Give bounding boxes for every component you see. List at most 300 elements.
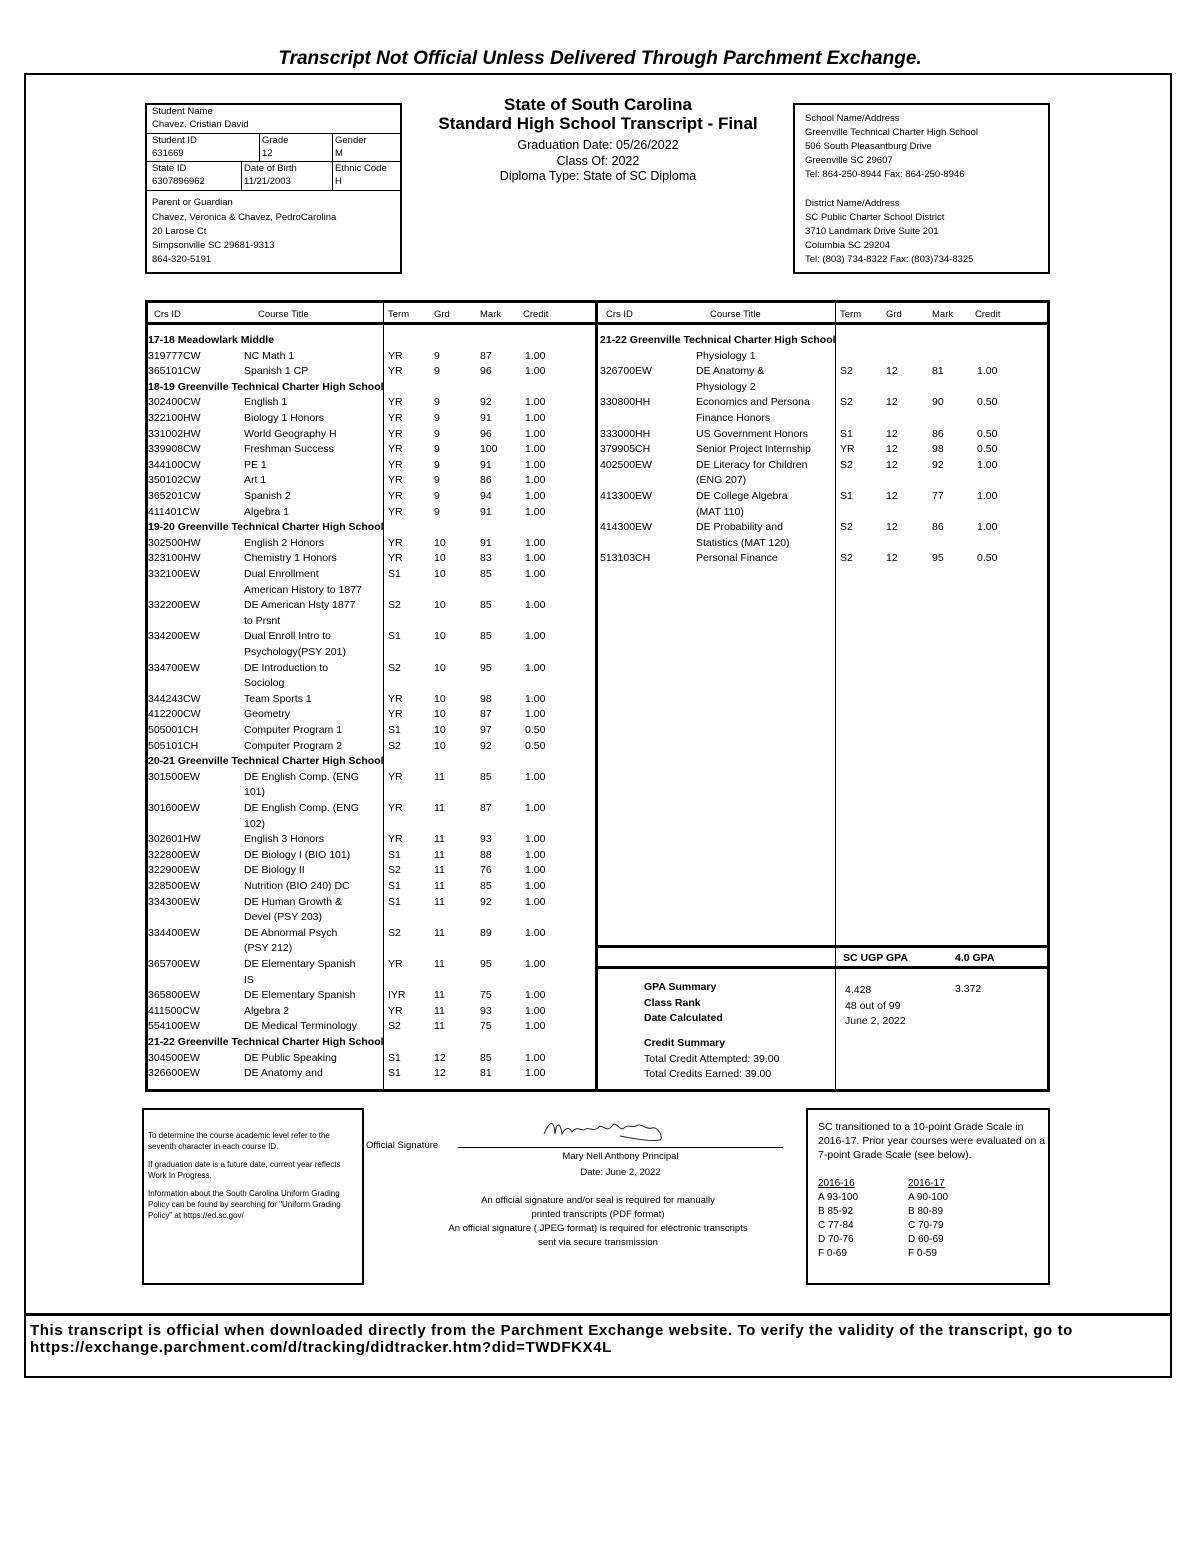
- four-gpa-header: 4.0 GPA: [955, 952, 995, 964]
- grade-level: 12: [886, 427, 898, 440]
- grade-level: 9: [434, 412, 440, 424]
- grade-level: 12: [886, 365, 898, 378]
- credit: 1.00: [525, 989, 546, 1002]
- credit: 0.50: [525, 724, 546, 736]
- term: IYR: [388, 989, 406, 1002]
- course-title: DE Introduction to: [244, 661, 329, 674]
- credit: 1.00: [525, 1020, 546, 1033]
- ethnic-value: H: [335, 176, 342, 187]
- class-of: Class Of: 2022: [556, 153, 640, 168]
- grade-level: 10: [434, 661, 446, 674]
- course-title: PE 1: [244, 458, 267, 471]
- mark: 85: [480, 599, 492, 612]
- grade-level: 12: [886, 552, 898, 565]
- mark: 91: [480, 458, 492, 471]
- school-year-heading: [148, 520, 593, 536]
- column-header-course-id: Crs ID: [154, 309, 181, 320]
- mark: 98: [932, 443, 944, 456]
- grade-level: 11: [434, 880, 445, 892]
- credit: 1.00: [525, 365, 546, 378]
- course-id: 505001CH: [148, 724, 199, 736]
- term: S2: [840, 521, 853, 534]
- grade-scale-new: 2016-17 A 90-100 B 80-89 C 70-79 D 60-69 F 0-59: [908, 1178, 949, 1259]
- credit: 1.00: [525, 505, 546, 518]
- course-row: [148, 832, 593, 848]
- term: S1: [388, 895, 401, 908]
- grade-level: 9: [434, 458, 440, 471]
- course-row-continuation: [148, 973, 593, 989]
- grade-level: 9: [434, 365, 440, 378]
- ethnic-label: Ethnic Code: [335, 163, 387, 174]
- term: S2: [840, 552, 853, 565]
- course-id: 379905CH: [600, 443, 651, 456]
- credit: 1.00: [525, 802, 546, 814]
- course-title: Algebra 1: [244, 505, 289, 518]
- course-row: [148, 1051, 593, 1067]
- credit: 1.00: [977, 521, 998, 534]
- grade-level: 9: [434, 490, 440, 502]
- school-address: Greenville Technical Charter High School 506 South Pleasantburg Drive Greenville SC 29607 Tel: 864-250-8944 Fax: 864-250-8946: [805, 127, 979, 180]
- course-row: [600, 551, 1045, 567]
- mark: 92: [932, 458, 944, 471]
- grade-level: 11: [434, 802, 445, 814]
- mark: 95: [480, 661, 492, 674]
- course-row: [148, 505, 593, 521]
- mark: 85: [480, 568, 492, 580]
- note-grading-policy: Information about the South Carolina Uniform Grading Policy can be found by searching for "Uniform Grading Policy" at https://ed.sc.gov/: [148, 1189, 341, 1220]
- credit: 1.00: [525, 1051, 546, 1064]
- course-row-continuation: [148, 910, 593, 926]
- course-title: Biology 1 Honors: [244, 412, 324, 424]
- course-title: DE Anatomy &: [696, 365, 765, 378]
- grade-level: 10: [434, 739, 446, 752]
- course-row-continuation: [148, 817, 593, 833]
- diploma-type: Diploma Type: State of SC Diploma: [499, 169, 697, 183]
- course-row-continuation: [148, 676, 593, 692]
- mark: 81: [932, 365, 944, 378]
- mark: 93: [480, 1004, 492, 1017]
- course-title: English 2 Honors: [244, 536, 324, 549]
- course-id: 554100EW: [148, 1020, 200, 1033]
- credit: 0.50: [525, 739, 546, 752]
- course-row: [600, 364, 1045, 380]
- grade-level: 9: [434, 396, 440, 409]
- course-row: [600, 395, 1045, 411]
- student-info-box: [145, 103, 402, 274]
- course-row: [600, 489, 1045, 505]
- course-title: DE Biology II: [244, 864, 305, 877]
- course-row: [148, 692, 593, 708]
- school-year-label: 21-22 Greenville Technical Charter High School: [600, 334, 836, 346]
- credit: 1.00: [525, 692, 546, 705]
- official-notice: Transcript Not Official Unless Delivered Through Parchment Exchange.: [278, 48, 922, 69]
- course-row: [600, 442, 1045, 458]
- credit-summary: Credit Summary Total Credit Attempted: 39.00 Total Credits Earned: 39.00: [644, 1036, 779, 1083]
- school-label: School Name/Address: [805, 113, 900, 124]
- school-year-heading: [148, 1035, 593, 1051]
- term: S1: [388, 880, 401, 892]
- student-name-label: Student Name: [152, 106, 213, 117]
- credit: 1.00: [977, 490, 998, 502]
- grade-level: 10: [434, 630, 446, 643]
- grade-level: 10: [434, 599, 446, 612]
- mark: 75: [480, 989, 492, 1002]
- course-row: [148, 364, 593, 380]
- term: YR: [388, 833, 403, 846]
- course-row: [148, 567, 593, 583]
- grade-level: 10: [434, 536, 446, 549]
- mark: 86: [932, 427, 944, 440]
- mark: 86: [480, 474, 492, 487]
- term: YR: [388, 536, 403, 549]
- course-title: Devel (PSY 203): [244, 911, 323, 924]
- course-row: [148, 801, 593, 817]
- course-row: [148, 489, 593, 505]
- term: S1: [388, 1067, 401, 1080]
- principal-name: Mary Nell Anthony Principal: [562, 1151, 679, 1162]
- school-year-label: 21-22 Greenville Technical Charter High School: [148, 1036, 384, 1048]
- course-title: to Prsnt: [244, 614, 281, 627]
- credit: 1.00: [525, 880, 546, 892]
- course-title: Economics and Persona: [696, 396, 810, 409]
- mark: 87: [480, 802, 492, 814]
- graduation-date: Graduation Date: 05/26/2022: [517, 138, 679, 152]
- grade-scale-box: [806, 1108, 1050, 1285]
- term: S1: [840, 490, 853, 502]
- term: YR: [388, 770, 403, 783]
- course-row: [148, 629, 593, 645]
- mark: 97: [480, 724, 492, 736]
- course-id: 334700EW: [148, 661, 200, 674]
- course-row: [148, 661, 593, 677]
- state-title: State of South Carolina: [504, 95, 692, 114]
- gpa-summary-labels: GPA Summary Class Rank Date Calculated: [644, 981, 723, 1024]
- note-graduation-date: If graduation date is a future date, current year reflects Work In Progress.: [148, 1160, 341, 1180]
- term: YR: [388, 958, 403, 970]
- course-title: Nutrition (BIO 240) DC: [244, 880, 350, 892]
- course-row-continuation: [600, 411, 1045, 427]
- school-year-heading: [148, 333, 593, 349]
- course-title: Spanish 2: [244, 490, 291, 502]
- term: S2: [388, 926, 401, 939]
- course-id: 414300EW: [600, 521, 652, 534]
- course-id: 302601HW: [148, 833, 201, 846]
- column-header-grade-level: Grd: [434, 309, 450, 320]
- grade-level: 10: [434, 692, 446, 705]
- course-row: [148, 442, 593, 458]
- course-title: DE Elementary Spanish: [244, 989, 356, 1002]
- grade-level: 11: [434, 770, 445, 783]
- mark: 96: [480, 365, 492, 378]
- course-title: NC Math 1: [244, 349, 295, 362]
- school-year-heading: [600, 333, 1045, 349]
- mark: 76: [480, 864, 492, 877]
- grade-level: 11: [434, 989, 445, 1002]
- course-row: [148, 1004, 593, 1020]
- course-row: [148, 879, 593, 895]
- course-title: English 1: [244, 396, 288, 409]
- course-row-continuation: [148, 645, 593, 661]
- credit: 1.00: [525, 926, 546, 939]
- course-id: 333000HH: [600, 427, 651, 440]
- mark: 100: [480, 443, 498, 456]
- term: YR: [388, 396, 403, 409]
- course-id: 326700EW: [600, 365, 652, 378]
- course-id: 322800EW: [148, 848, 200, 861]
- credit: 1.00: [525, 770, 546, 783]
- course-id: 339908CW: [148, 443, 201, 456]
- mark: 75: [480, 1020, 492, 1033]
- grade-level: 9: [434, 427, 440, 440]
- mark: 92: [480, 739, 492, 752]
- mark: 90: [932, 396, 944, 409]
- credit: 0.50: [977, 443, 998, 456]
- course-title: DE Literacy for Children: [696, 458, 808, 471]
- grade-level: 9: [434, 443, 440, 456]
- course-row: [148, 395, 593, 411]
- course-title: Geometry: [244, 708, 291, 721]
- term: YR: [388, 443, 403, 456]
- course-row: [148, 349, 593, 365]
- grade-level: 12: [886, 458, 898, 471]
- mark: 85: [480, 1051, 492, 1064]
- column-header-course-id: Crs ID: [606, 309, 633, 320]
- course-title: 102): [244, 817, 266, 830]
- course-title: Personal Finance: [696, 552, 778, 565]
- course-row: [148, 848, 593, 864]
- course-title: DE Elementary Spanish: [244, 958, 356, 970]
- credit: 1.00: [525, 630, 546, 643]
- parent-label: Parent or Guardian: [152, 197, 233, 208]
- column-header-mark: Mark: [932, 309, 954, 320]
- course-row-continuation: [600, 473, 1045, 489]
- grade-value: 12: [262, 148, 273, 159]
- grade-level: 10: [434, 708, 446, 721]
- school-year-label: 20-21 Greenville Technical Charter High School: [148, 755, 384, 768]
- mark: 85: [480, 770, 492, 783]
- sc-ugp-gpa-header: SC UGP GPA: [843, 952, 908, 964]
- credit: 1.00: [525, 552, 546, 565]
- course-title: Psychology(PSY 201): [244, 646, 346, 658]
- course-id: 319777CW: [148, 349, 201, 362]
- course-id: 413300EW: [600, 490, 652, 502]
- course-title: American History to 1877: [244, 583, 362, 596]
- mark: 86: [932, 521, 944, 534]
- mark: 91: [480, 412, 492, 424]
- grade-level: 12: [886, 443, 898, 456]
- mark: 98: [480, 692, 492, 705]
- district-address: SC Public Charter School District 3710 Landmark Drive Suite 201 Columbia SC 29204 Tel: (803) 734-8322 Fax: (803)734-8325: [805, 212, 974, 265]
- term: YR: [388, 349, 403, 362]
- course-row-continuation: [600, 349, 1045, 365]
- state-id-label: State ID: [152, 163, 187, 174]
- course-row: [600, 427, 1045, 443]
- course-id: 365800EW: [148, 989, 200, 1002]
- mark: 83: [480, 552, 492, 565]
- term: YR: [388, 365, 403, 378]
- term: YR: [388, 427, 403, 440]
- school-year-heading: [148, 380, 593, 396]
- course-row: [148, 551, 593, 567]
- grade-level: 9: [434, 349, 440, 362]
- term: YR: [388, 708, 403, 721]
- school-year-heading: [148, 754, 593, 770]
- school-info-box: [793, 103, 1050, 274]
- right-column-headers: [600, 308, 1045, 321]
- course-title: Computer Program 2: [244, 739, 343, 752]
- gender-label: Gender: [335, 135, 367, 146]
- credit: 1.00: [525, 708, 546, 721]
- credit: 1.00: [525, 661, 546, 674]
- column-header-credit: Credit: [523, 309, 549, 320]
- credit: 1.00: [525, 833, 546, 846]
- course-row-continuation: [148, 614, 593, 630]
- course-title: Dual Enrollment: [244, 568, 319, 580]
- grade-level: 9: [434, 505, 440, 518]
- mark: 81: [480, 1067, 492, 1080]
- course-title: (PSY 212): [244, 942, 293, 955]
- term: YR: [388, 474, 403, 487]
- term: S2: [388, 1020, 401, 1033]
- term: YR: [388, 692, 403, 705]
- credit: 1.00: [525, 349, 546, 362]
- grade-scale-old: 2016-16 A 93-100 B 85-92 C 77-84 D 70-76 F 0-69: [818, 1178, 859, 1259]
- school-year-label: 17-18 Meadowlark Middle: [148, 334, 275, 346]
- notes-box: [142, 1108, 364, 1285]
- mark: 92: [480, 396, 492, 409]
- course-id: 332200EW: [148, 599, 200, 612]
- course-id: 365700EW: [148, 958, 200, 970]
- course-row: [148, 957, 593, 973]
- course-title: 101): [244, 786, 266, 799]
- term: S2: [388, 739, 401, 752]
- course-row: [148, 536, 593, 552]
- mark: 88: [480, 848, 492, 861]
- course-id: 365201CW: [148, 490, 201, 502]
- course-row: [148, 411, 593, 427]
- mark: 87: [480, 349, 492, 362]
- gender-value: M: [335, 148, 343, 159]
- credit: 1.00: [977, 365, 998, 378]
- column-header-course-title: Course Title: [710, 309, 761, 320]
- course-title: World Geography H: [244, 427, 337, 440]
- course-row: [148, 458, 593, 474]
- course-row: [148, 863, 593, 879]
- course-id: 334400EW: [148, 926, 200, 939]
- course-title: Statistics (MAT 120): [696, 536, 790, 549]
- left-column-headers: [148, 308, 593, 321]
- grade-level: 10: [434, 552, 446, 565]
- mark: 91: [480, 536, 492, 549]
- course-title: (MAT 110): [696, 505, 744, 518]
- grade-level: 11: [434, 958, 445, 970]
- course-row-continuation: [600, 505, 1045, 521]
- dob-label: Date of Birth: [244, 163, 297, 174]
- course-row-continuation: [600, 380, 1045, 396]
- course-row-continuation: [148, 583, 593, 599]
- course-id: 302400CW: [148, 396, 201, 409]
- course-id: 322900EW: [148, 864, 200, 877]
- course-title: DE Medical Terminology: [244, 1020, 358, 1033]
- course-title: DE Abnormal Psych: [244, 926, 338, 939]
- date-calculated-value: June 2, 2022: [845, 1015, 906, 1027]
- course-id: 301600EW: [148, 802, 200, 814]
- ugp-gpa-value: 4.428: [845, 984, 872, 996]
- course-id: 322100HW: [148, 412, 201, 424]
- course-title: DE Biology I (BIO 101): [244, 848, 351, 861]
- course-title: DE Probability and: [696, 521, 783, 534]
- course-row: [148, 427, 593, 443]
- course-title: Senior Project Internship: [696, 443, 811, 456]
- term: YR: [840, 443, 855, 456]
- course-title: DE Human Growth &: [244, 895, 343, 908]
- course-id: 411500CW: [148, 1004, 200, 1017]
- course-id: 301500EW: [148, 770, 200, 783]
- term: S1: [388, 724, 401, 736]
- course-title: Computer Program 1: [244, 724, 343, 736]
- course-id: 334300EW: [148, 895, 200, 908]
- course-title: Finance Honors: [696, 412, 771, 424]
- course-id: 334200EW: [148, 630, 200, 643]
- course-row: [148, 1019, 593, 1035]
- grade-level: 12: [886, 521, 898, 534]
- course-id: 411401CW: [148, 505, 200, 518]
- credit: 0.50: [977, 552, 998, 565]
- class-rank-value: 48 out of 99: [845, 999, 901, 1012]
- term: S1: [388, 848, 401, 861]
- course-title: Physiology 2: [696, 380, 756, 393]
- column-header-grade-level: Grd: [886, 309, 902, 320]
- course-row-continuation: [148, 785, 593, 801]
- credit: 1.00: [525, 568, 546, 580]
- term: S2: [388, 661, 401, 674]
- credit: 1.00: [525, 599, 546, 612]
- course-row: [148, 895, 593, 911]
- course-title: DE College Algebra: [696, 490, 788, 502]
- signature-image: [540, 1114, 670, 1146]
- grade-level: 12: [886, 396, 898, 409]
- credit: 1.00: [525, 458, 546, 471]
- term: S1: [388, 630, 401, 643]
- grade-label: Grade: [262, 135, 289, 146]
- mark: 91: [480, 505, 492, 518]
- credit: 1.00: [525, 1067, 546, 1080]
- mark: 89: [480, 926, 492, 939]
- signature-label: Official Signature: [366, 1140, 439, 1151]
- course-id: 326600EW: [148, 1067, 200, 1080]
- course-id: 412200CW: [148, 708, 201, 721]
- parent-address: Chavez, Veronica & Chavez, PedroCarolina 20 Larose Ct Simpsonville SC 29681-9313 864-320-5191: [152, 212, 337, 265]
- term: S2: [840, 396, 853, 409]
- mark: 93: [480, 833, 492, 846]
- verification-url[interactable]: https://exchange.parchment.com/d/tracking/didtracker.htm?did=TWDFKX4L: [30, 1339, 612, 1356]
- course-id: 513103CH: [600, 552, 651, 565]
- course-id: 344243CW: [148, 692, 201, 705]
- term: YR: [388, 458, 403, 471]
- course-title: English 3 Honors: [244, 833, 324, 846]
- course-id: 328500EW: [148, 880, 200, 892]
- column-header-term: Term: [388, 309, 410, 320]
- note-academic-level: To determine the course academic level refer to the seventh character in each course ID.: [148, 1131, 330, 1151]
- course-title: DE English Comp. (ENG: [244, 770, 359, 783]
- course-title: Sociolog: [244, 677, 285, 690]
- course-title: US Government Honors: [696, 427, 809, 440]
- term: S2: [840, 365, 853, 378]
- school-year-label: 19-20 Greenville Technical Charter High School: [148, 521, 384, 534]
- course-row: [148, 707, 593, 723]
- course-row: [148, 926, 593, 942]
- course-row: [148, 598, 593, 614]
